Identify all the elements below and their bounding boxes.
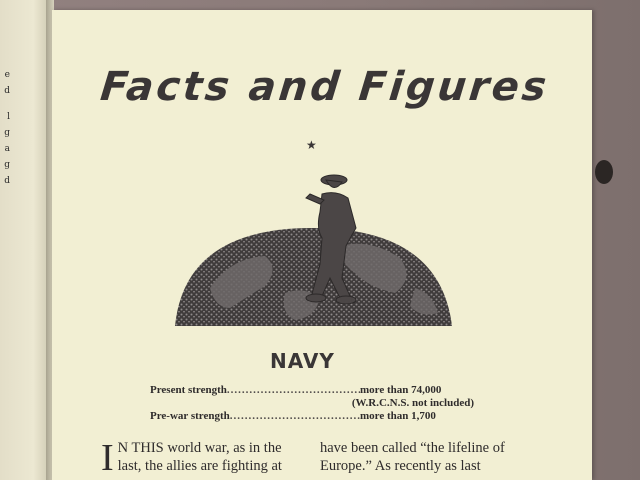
body-line: last, the allies are fighting at — [117, 458, 282, 474]
left-page-fragment: e — [4, 70, 10, 80]
star-icon: ★ — [306, 138, 317, 152]
leader-dots — [227, 384, 360, 397]
left-page — [0, 0, 48, 480]
stat-row-prewar — [150, 410, 480, 423]
stat-label: Pre-war strength — [150, 410, 230, 422]
stat-value: more than 74,000 — [360, 384, 442, 396]
body-column-left — [101, 437, 306, 479]
section-heading: NAVY — [270, 349, 335, 373]
body-line: N THIS world war, as in the — [117, 440, 282, 456]
drop-cap: I — [101, 437, 114, 479]
left-page-fragment: a — [4, 144, 10, 154]
stat-label: Present strength — [150, 384, 227, 396]
left-page-fragment: g — [4, 128, 10, 138]
left-page-fragment: g — [4, 160, 10, 170]
globe-shape — [175, 228, 452, 326]
sailor-on-globe-illustration — [170, 168, 455, 333]
stat-row-present — [150, 384, 480, 397]
body-column-right — [320, 439, 525, 475]
binder-hole — [595, 160, 613, 184]
body-line: Europe.” As recently as last — [320, 458, 481, 474]
body-line: have been called “the lifeline of — [320, 440, 505, 456]
stat-note: (W.R.C.N.S. not included) — [351, 397, 474, 409]
leader-dots — [230, 410, 360, 423]
left-page-fragment: d — [4, 176, 10, 186]
page-title: Facts and Figures — [98, 64, 552, 110]
left-page-fragment: l — [7, 112, 10, 122]
left-page-fragment: d — [4, 86, 10, 96]
stat-value: more than 1,700 — [360, 410, 436, 422]
strength-stats — [150, 384, 480, 423]
